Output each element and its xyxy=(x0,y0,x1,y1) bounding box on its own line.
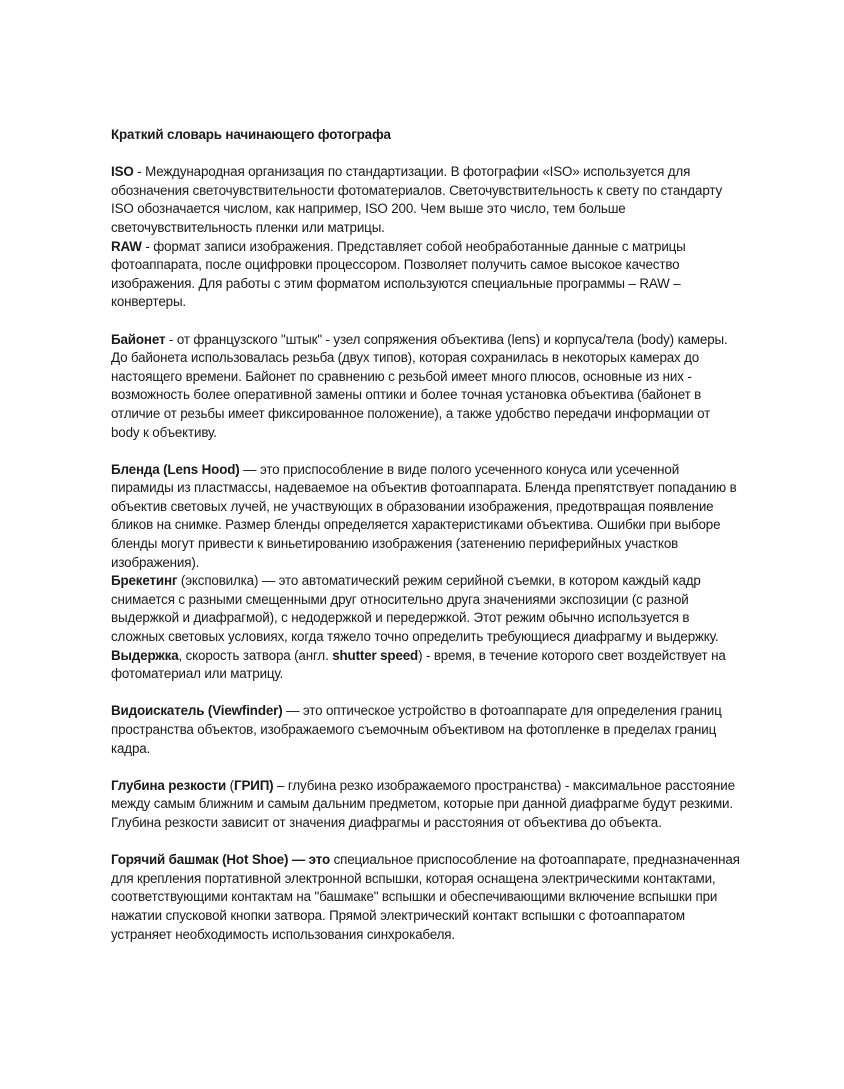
definition: – глубина резко изображаемого пространства) - максимальное расстояние между самым ближним и самым дальним предметом, которые при данной диафрагме будут резкими. Глубина резкости зависит от значения диафрагмы и расстояния от объектива до объекта. xyxy=(111,777,735,830)
term: RAW xyxy=(111,238,142,254)
term-english: shutter speed xyxy=(332,647,419,663)
term: Глубина резкости xyxy=(111,777,227,793)
term: Выдержка xyxy=(111,647,179,663)
spacer xyxy=(111,442,741,461)
entry-raw: RAW - формат записи изображения. Представляет собой необработанные данные с матрицы фотоаппарата, после оцифровки процессором. Позволяет получить самое высокое качество изображения. Для работы с этим форматом используются специальные программы – RAW – конвертеры. xyxy=(111,238,686,310)
term: Бленда (Lens Hood) xyxy=(111,461,240,477)
term: Видоискатель (Viewfinder) xyxy=(111,703,283,719)
spacer xyxy=(111,758,741,777)
spacer xyxy=(111,312,741,331)
definition: от французского "штык" - узел сопряжения объектива (lens) и корпуса/тела (body) камеры. До байонета использовалась резьба (двух типов), которая сохранилась в некоторых камерах до настоящего времени. Байонет по сравнению с резьбой имеет много плюсов, основные из них - возможность более оперативной замены оптики и более точная установка объектива (байонет в отличие от резьбы имеет фиксированное положение), а также удобство передачи информации от body к объективу. xyxy=(111,331,728,440)
spacer xyxy=(111,684,741,703)
spacer xyxy=(111,833,741,852)
definition: это приспособление в виде полого усеченного конуса или усеченной пирамиды из пластмассы, надеваемое на объектив фотоаппарата. Бленда препятствует попаданию в объектив световых лучей, не участвующих в образовании изображения, предотвращая появление бликов на снимке. Размер бленды определяется характеристиками объектива. Ошибки при выборе бленды могут привести к виньетированию изображения (затенению периферийных участков изображения). xyxy=(111,461,737,570)
entry-shutter-speed: Выдержка, скорость затвора (англ. shutter speed) - время, в течение которого свет воздействует на фотоматериал или матрицу. xyxy=(111,647,726,682)
term-abbr: ГРИП) xyxy=(234,777,274,793)
entry-bayonet: Байонет - от французского "штык" - узел сопряжения объектива (lens) и корпуса/тела (body) камеры. До байонета использовалась резьба (двух типов), которая сохранилась в некоторых камерах до настоящего времени. Байонет по сравнению с резьбой имеет много плюсов, основные из них - возможность более оперативной замены оптики и более точная установка объектива (байонет в отличие от резьбы имеет фиксированное положение), а также удобство передачи информации от body к объективу. xyxy=(111,331,728,440)
entry-bracketing xyxy=(111,572,741,646)
term: ISO xyxy=(111,164,134,180)
term: Брекетинг xyxy=(111,573,178,589)
definition: специальное приспособление на фотоаппарате, предназначенная для крепления портативной электронной вспышки, которая оснащена электрическими контактами, соответствующими контактам на "башмаке" вспышки и обеспечивающими включение вспышки при нажатии спусковой кнопки затвора. Прямой электрический контакт вспышки с фотоаппаратом устраняет необходимость использования синхрокабеля. xyxy=(111,852,740,942)
entry-lens-hood: Бленда (Lens Hood) — это приспособление в виде полого усеченного конуса или усеченной пирамиды из пластмассы, надеваемое на объектив фотоаппарата. Бленда препятствует попаданию в объектив световых лучей, не участвующих в образовании изображения, предотвращая появление бликов на снимке. Размер бленды определяется характеристиками объектива. Ошибки при выборе бленды могут привести к виньетированию изображения (затенению периферийных участков изображения). xyxy=(111,461,737,570)
entry-viewfinder: Видоискатель (Viewfinder) — это оптическое устройство в фотоаппарате для определения границ пространства объектов, изображаемого съемочным объективом на фотопленке в пределах границ кадра. xyxy=(111,703,722,756)
definition: это оптическое устройство в фотоаппарате для определения границ пространства объектов, изображаемого съемочным объективом на фотопленке в пределах границ кадра. xyxy=(111,703,722,756)
entry-iso: ISO - Международная организация по стандартизации. В фотографии «ISO» используется для обозначения светочувствительности фотоматериалов. Светочувствительность к свету по стандарту ISO обозначается числом, как например, ISO 200. Чем выше это число, тем больше светочувствительность пленки или матрицы. xyxy=(111,164,723,235)
definition: ) - время, в течение которого свет воздействует на фотоматериал или матрицу. xyxy=(111,647,726,682)
definition: формат записи изображения. Представляет собой необработанные данные с матрицы фотоаппарата, после оцифровки процессором. Позволяет получить самое высокое качество изображения. Для работы с этим форматом используются специальные программы – RAW – конвертеры. xyxy=(111,238,686,310)
definition: Международная организация по стандартизации. В фотографии «ISO» используется для обозначения светочувствительности фотоматериалов. Светочувствительность к свету по стандарту ISO обозначается числом, как например, ISO 200. Чем выше это число, тем больше светочувствительность пленки или матрицы. xyxy=(111,164,723,235)
term: Байонет xyxy=(111,331,166,347)
document-title: Краткий словарь начинающего фотографа xyxy=(111,127,391,142)
term: Горячий башмак (Hot Shoe) — это xyxy=(111,852,331,868)
document-page xyxy=(111,126,741,944)
definition: (эксповилка) — это автоматический режим серийной съемки, в котором каждый кадр снимается с разными смещенными друг относительно друга значениями экспозиции (с разной выдержкой и диафрагмой), с недодержкой и передержкой. Этот режим обычно используется в сложных световых условиях, когда тяжело точно определить требующиеся диафрагму и выдержку. xyxy=(111,573,719,645)
entry-depth-of-field: Глубина резкости (ГРИП) – глубина резко изображаемого пространства) - максимальное расстояние между самым ближним и самым дальним предметом, которые при данной диафрагме будут резкими. Глубина резкости зависит от значения диафрагмы и расстояния от объектива до объекта. xyxy=(111,777,735,830)
entry-hot-shoe xyxy=(111,851,741,944)
